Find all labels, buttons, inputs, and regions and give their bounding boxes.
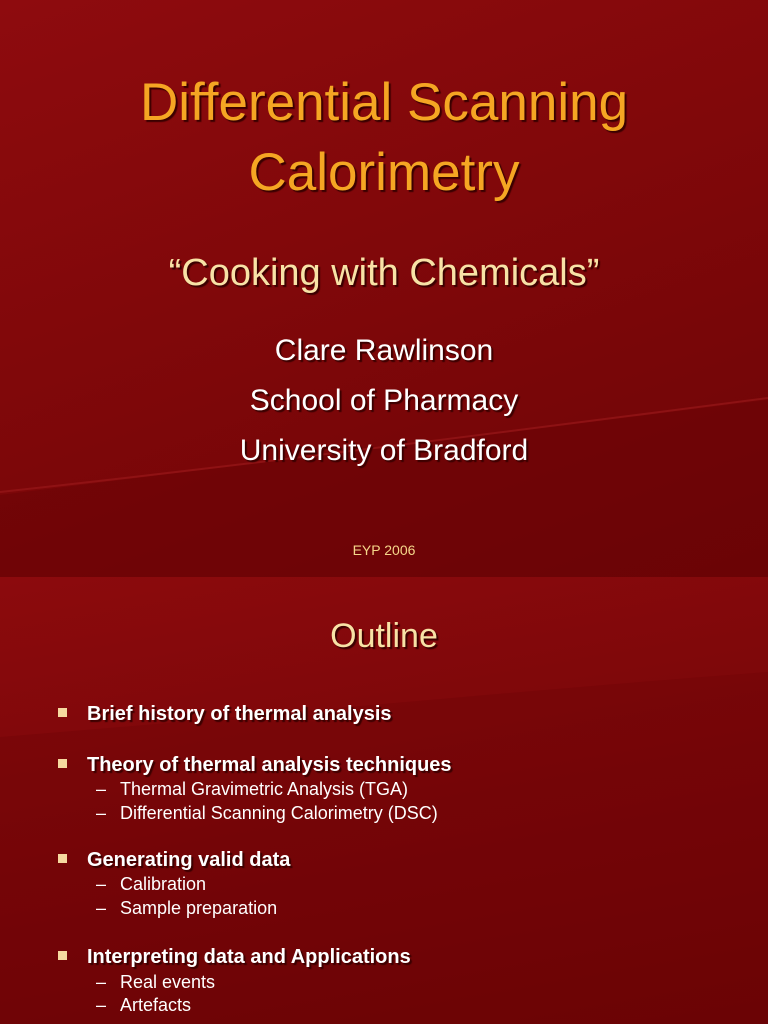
slide-title-heading (0, 68, 768, 208)
bullet-label: Brief history of thermal analysis (87, 703, 392, 725)
dash-icon: – (96, 779, 107, 799)
title-line-2: Calorimetry (248, 143, 520, 202)
sub-list-item (96, 972, 215, 993)
list-item (58, 946, 411, 969)
bullet-label: Interpreting data and Applications (87, 946, 411, 968)
list-item (58, 754, 452, 777)
school-name: School of Pharmacy (249, 384, 519, 417)
sub-label: Artefacts (120, 995, 192, 1015)
dash-icon: – (96, 995, 107, 1015)
dash-icon: – (96, 803, 107, 823)
slide-subtitle: “Cooking with Chemicals” (168, 252, 600, 294)
bullet-square-icon (58, 854, 67, 863)
bullet-square-icon (58, 708, 67, 717)
sub-list-item (96, 898, 277, 919)
list-item (58, 703, 392, 726)
sub-list-item (96, 995, 191, 1016)
dash-icon: – (96, 898, 107, 918)
bullet-label: Generating valid data (87, 849, 291, 871)
bullet-square-icon (58, 951, 67, 960)
bullet-label: Theory of thermal analysis techniques (87, 754, 452, 776)
sub-list-item (96, 874, 206, 895)
sub-list-item (96, 779, 408, 800)
list-item (58, 849, 290, 872)
sub-label: Sample preparation (120, 898, 278, 918)
sub-label: Real events (120, 972, 216, 992)
university-name: University of Bradford (239, 434, 529, 467)
sub-label: Thermal Gravimetric Analysis (TGA) (120, 779, 409, 799)
slide-footer: EYP 2006 (352, 542, 416, 558)
dash-icon: – (96, 874, 107, 894)
dash-icon: – (96, 972, 107, 992)
title-line-1: Differential Scanning (139, 73, 629, 132)
slide-outline (0, 577, 768, 1024)
sub-label: Calibration (120, 874, 207, 894)
outline-title: Outline (330, 617, 438, 655)
sub-list-item (96, 803, 438, 824)
author-name: Clare Rawlinson (274, 334, 494, 367)
sub-label: Differential Scanning Calorimetry (DSC) (120, 803, 438, 823)
bullet-square-icon (58, 759, 67, 768)
